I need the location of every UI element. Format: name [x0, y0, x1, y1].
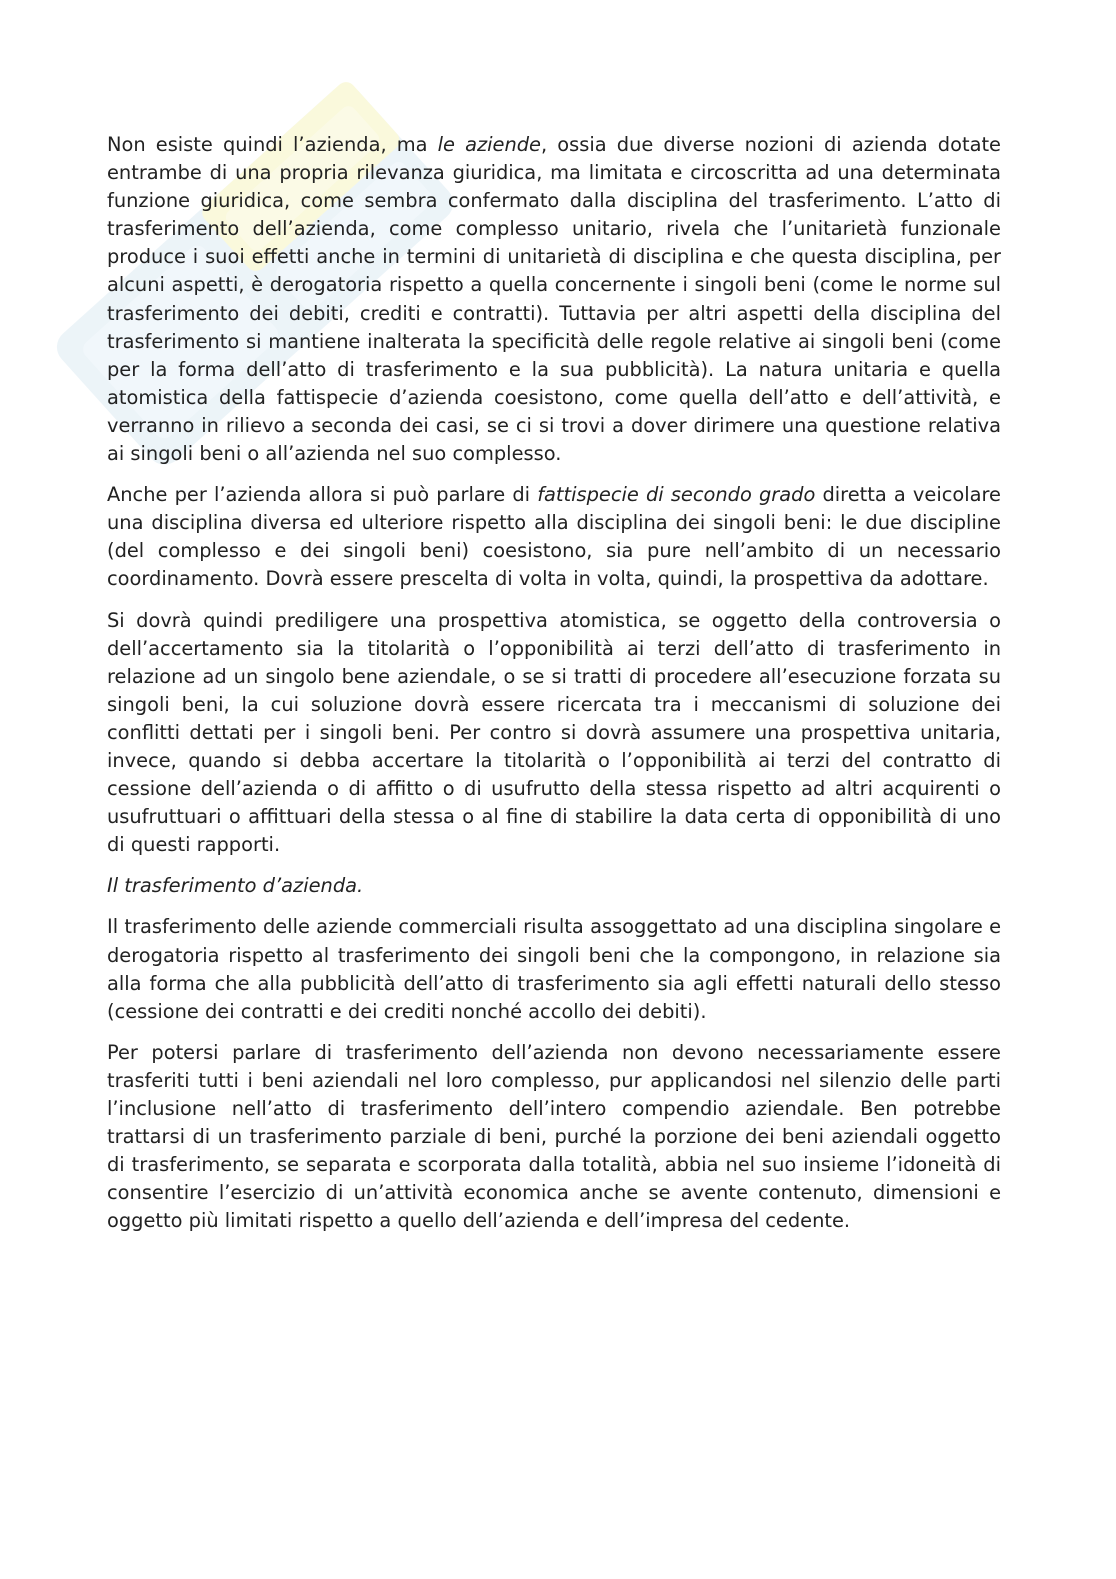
italic-text: le aziende — [437, 133, 541, 156]
document-body — [107, 131, 1001, 1248]
paragraph-text: Non esiste quindi l’azienda, ma — [107, 133, 438, 156]
paragraph-text: Il trasferimento delle aziende commerciali risulta assoggettato ad una disciplina singolare e derogatoria rispetto al trasferimento dei singoli beni che la compongono, in relazione sia alla forma che alla pubblicità dell’atto di trasferimento sia agli effetti naturali dello stesso (cessione dei contratti e dei crediti nonché accollo dei debiti). — [107, 915, 1001, 1023]
paragraph-text: Si dovrà quindi prediligere una prospettiva atomistica, se oggetto della controversia o dell’accertamento sia la titolarità o l’opponibilità ai terzi dell’atto di trasferimento in relazione ad un singolo bene aziendale, o se si tratti di procedere all’esecuzione forzata su singoli beni, la cui soluzione dovrà essere ricercata tra i meccanismi di soluzione dei conflitti dettati per i singoli beni. Per contro si dovrà assumere una prospettiva unitaria, invece, quando si debba accertare la titolarità o l’opponibilità ai terzi del contratto di cessione dell’azienda o di affitto o di usufrutto della stessa rispetto ad altri acquirenti o usufruttuari o affittuari della stessa o al fine di stabilire la data certa di opponibilità di uno di questi rapporti. — [107, 608, 1001, 857]
section-heading — [107, 872, 1001, 900]
paragraph-text: diretta a veicolare una disciplina diversa ed ulteriore rispetto alla disciplina dei singoli beni: le due discipline (del complesso e dei singoli beni) coesistono, sia pure nell’ambito di un necessario coordinamento. Dovrà essere prescelta di volta in volta, quindi, la prospettiva da adottare. — [107, 483, 1001, 591]
paragraph-text: , ossia due diverse nozioni di azienda dotate entrambe di una propria rilevanza giuridica, ma limitata e circoscritta ad una determinata funzione giuridica, come sembra confermato dalla disciplina del trasferimento. L’atto di trasferimento dell’azienda, come complesso unitario, rivela che l’unitarietà funzionale produce i suoi effetti anche in termini di unitarietà di disciplina e che questa disciplina, per alcuni aspetti, è derogatoria rispetto a quella concernente i singoli beni (come le norme sul trasferimento dei debiti, crediti e contratti). Tuttavia per altri aspetti della disciplina del trasferimento si mantiene inalterata la specificità delle regole relative ai singoli beni (come per la forma dell’atto di trasferimento e la sua pubblicità). La natura unitaria e quella atomistica della fattispecie d’azienda coesistono, come quella dell’atto e dell’attività, e verranno in rilievo a seconda dei casi, se ci si trovi a dover dirimere una questione relativa ai singoli beni o all’azienda nel suo complesso. — [107, 133, 1001, 466]
italic-text: Il trasferimento d’azienda. — [107, 874, 364, 898]
paragraph-text: Anche per l’azienda allora si può parlare di — [107, 483, 538, 507]
body-paragraph — [107, 131, 1001, 468]
body-paragraph — [107, 913, 1001, 1025]
body-paragraph — [107, 607, 1001, 860]
body-paragraph — [107, 481, 1001, 593]
paragraph-text: Per potersi parlare di trasferimento dell’azienda non devono necessariamente essere trasferiti tutti i beni aziendali nel loro complesso, pur applicandosi nel silenzio delle parti l’inclusione nell’atto di trasferimento dell’intero compendio aziendale. Ben potrebbe trattarsi di un trasferimento parziale di beni, purché la porzione dei beni aziendali oggetto di trasferimento, se separata e scorporata dalla totalità, abbia nel suo insieme l’idoneità di consentire l’esercizio di un’attività economica anche se avente contenuto, dimensioni e oggetto più limitati rispetto a quello dell’azienda e dell’impresa del cedente. — [107, 1040, 1001, 1233]
italic-text: fattispecie di secondo grado — [537, 483, 816, 507]
body-paragraph — [107, 1039, 1001, 1236]
